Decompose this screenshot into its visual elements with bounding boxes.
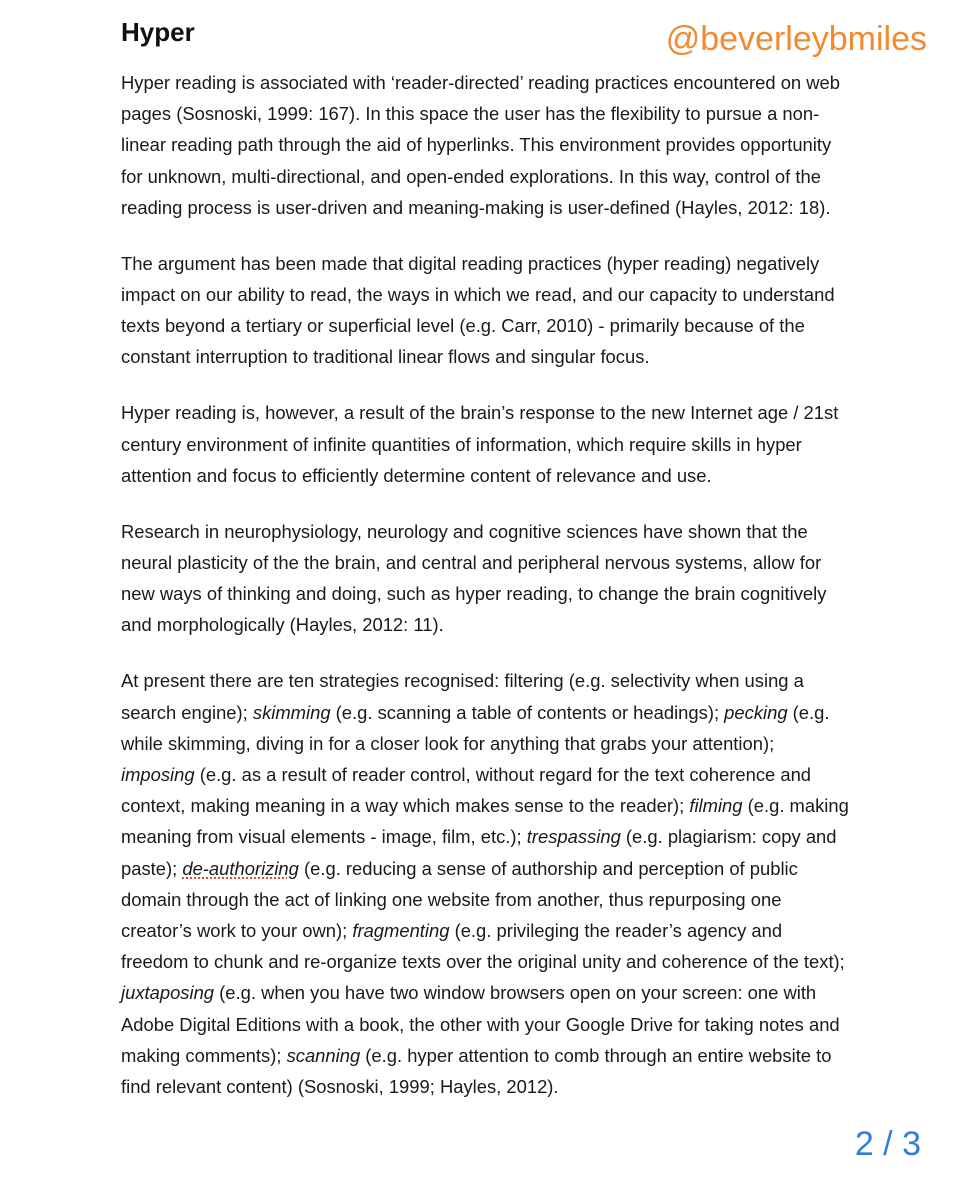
strategy-term: imposing [121, 764, 195, 786]
strategy-description: (e.g. making meaning from visual elements - image, film, etc.); [121, 795, 849, 848]
strategy-term: skimming [252, 701, 331, 723]
paragraph-hyper-reading-definition: Hyper reading is associated with ‘reader-directed’ reading practices encountered on web pages (Sosnoski, 1999: 167). In this space the user has the flexibility to pursue a non-linear reading path through the aid of hyperlinks. This environment provides opportunity for unknown, multi-directional, and open-ended explorations. In this way, control of the reading process is user-driven and meaning-making is user-defined (Hayles, 2012: 18). [121, 72, 840, 218]
document-body [121, 67, 849, 1127]
page-title: Hyper [121, 17, 195, 47]
strategy-term: scanning [286, 1044, 361, 1066]
strategy-description: (e.g. while skimming, diving in for a closer look for anything that grabs your attention); [121, 701, 830, 754]
paragraph-research: Research in neurophysiology, neurology and cognitive sciences have shown that the neural plasticity of the the brain, and central and peripheral nervous systems, allow for new ways of thinking and doing, such as hyper reading, to change the brain cognitively and morphologically (Hayles, 2012: 11). [121, 520, 827, 636]
strategy-term: juxtaposing [121, 982, 215, 1004]
paragraph-argument: The argument has been made that digital reading practices (hyper reading) negatively impact on our ability to read, the ways in which we read, and our capacity to understand texts beyond a tertiary or superficial level (e.g. Carr, 2010) - primarily because of the constant interruption to traditional linear flows and singular focus. [121, 252, 835, 368]
page-indicator: 2 / 3 [854, 1125, 921, 1163]
strategy-term: trespassing [526, 826, 621, 848]
strategies-intro: At present there are ten strategies recognised: filtering (e.g. selectivity when using a search engine); [121, 670, 804, 723]
strategy-description: (e.g. when you have two window browsers open on your screen: one with Adobe Digital Editions with a book, the other with your Google Drive for taking notes and making comments); [121, 982, 840, 1066]
strategy-term-spellcheck: de-authorizing [182, 857, 299, 879]
strategy-description: (e.g. hyper attention to comb through an entire website to find relevant content) (Sosnoski, 1999; Hayles, 2012). [121, 1044, 832, 1098]
strategy-description: (e.g. privileging the reader’s agency and freedom to chunk and re-organize texts over the original unity and coherence of the text); [121, 920, 845, 973]
paragraph-brain-response: Hyper reading is, however, a result of the brain’s response to the new Internet age / 21st century environment of infinite quantities of information, which require skills in hyper attention and focus to efficiently determine content of relevance and use. [121, 402, 839, 486]
strategy-description: (e.g. as a result of reader control, without regard for the text coherence and context, making meaning in a way which makes sense to the reader); [121, 764, 812, 817]
author-handle: @beverleybmiles [665, 20, 927, 58]
strategy-description: (e.g. scanning a table of contents or headings); [330, 701, 725, 723]
strategy-term: filming [689, 795, 743, 817]
paragraph-strategies [121, 665, 849, 1102]
strategy-description: (e.g. plagiarism: copy and paste); [121, 826, 837, 879]
strategy-term: pecking [724, 701, 788, 723]
strategy-description: (e.g. reducing a sense of authorship and perception of public domain through the act of linking one website from another, thus repurposing one creator’s work to your own); [121, 857, 798, 942]
strategy-term: fragmenting [352, 920, 450, 942]
